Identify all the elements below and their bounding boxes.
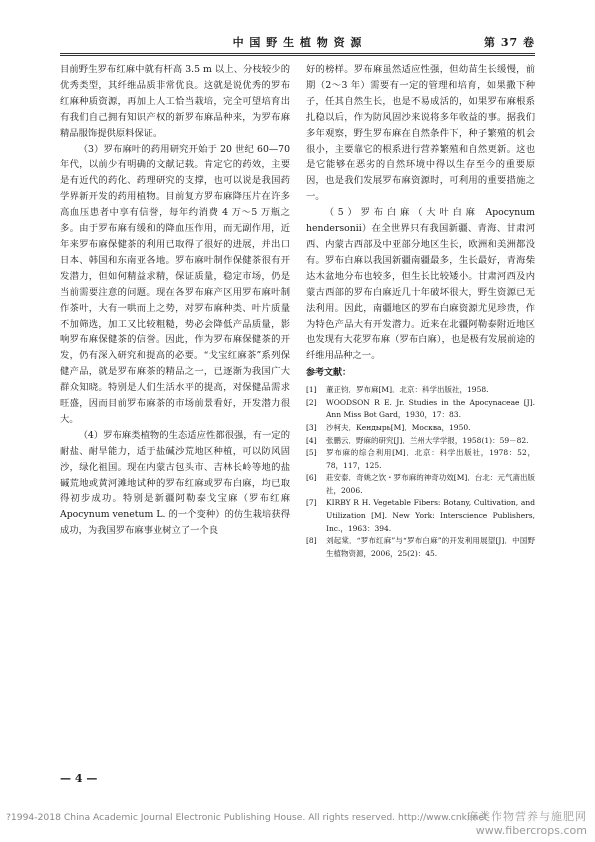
reference-text: KIRBY R H. Vegetable Fibers: Botany, Cultivation, and Utilization [M]. New York: Interscience Publishers, Inc.，1963：394. <box>326 498 535 533</box>
page-number: — 4 — <box>60 772 98 785</box>
reference-item <box>306 435 535 448</box>
reference-item <box>306 422 535 435</box>
reference-list <box>306 384 535 560</box>
site-watermark <box>467 808 587 837</box>
header-rule-top <box>60 53 535 54</box>
reference-item <box>306 497 535 535</box>
journal-title: 中 国 野 生 植 物 资 源 <box>232 36 363 49</box>
reference-number: [2] <box>306 397 317 407</box>
reference-item <box>306 472 535 497</box>
reference-text: WOODSON R E. Jr. Studies in the Apocynaceae [J]. Ann Miss Bot Gard，1930，17：83. <box>326 397 535 420</box>
header-rule-bottom <box>60 55 535 56</box>
right-column <box>306 62 535 560</box>
right-paragraph-1: 好的榜样。罗布麻虽然适应性强，但幼苗生长缓慢，前期（2～3 年）需要有一定的管理和培育，如果撒下种子，任其自然生长，也是不易成活的，如果罗布麻根系扎稳以后，作为防风固沙来说将多年收益的事。据我们多年观察，野生罗布麻在自然条件下，种子繁殖的机会很小，主要靠它的根系进行营养繁殖和自然更新。这也是它能够在恶劣的自然环境中得以生存至今的重要原因，也是我们发展罗布麻资源时，可利用的重要措施之一。 <box>306 64 535 203</box>
reference-text: 罗布麻的综合利用[M]．北京：科学出版社，1978：52，78，117，125. <box>326 448 535 470</box>
reference-number: [4] <box>306 435 317 445</box>
reference-item <box>306 397 535 422</box>
reference-text: 沙柯夫．Кендырь[M]．Москва，1950. <box>326 422 471 432</box>
reference-item <box>306 447 535 472</box>
reference-number: [6] <box>306 473 317 483</box>
copyright-footer: ?1994-2018 China Academic Journal Electronic Publishing House. All rights reserved. http://www.cnki.net <box>6 812 488 823</box>
reference-item <box>306 535 535 560</box>
left-paragraph-3: （4）罗布麻类植物的生态适应性都很强，有一定的耐盐、耐旱能力，适于盐碱沙荒地区种植，可以防风固沙，绿化祖国。现在内蒙古包头市、吉林长岭等地的盐碱荒地或黄河滩地试种的罗布红麻或罗布白麻，均已取得初步成功。特别是新疆阿勒泰戈宝麻（罗布红麻 Apocynum venetum L. 的一个变种）的仿生栽培获得成功，为我国罗布麻事业树立了一个良 <box>60 429 290 537</box>
reference-text: 董正钧．罗布麻[M]．北京：科学出版社，1958. <box>326 385 489 395</box>
watermark-url: www.fibercrops.com <box>475 824 587 837</box>
reference-item <box>306 384 535 397</box>
reference-text: 刘起棠．“罗布红麻”与“罗布白麻”的开发利用展望[J]．中国野生植物资源，2006，25(2)：45. <box>326 536 535 558</box>
watermark-site-name: 麻类作物营养与施肥网 <box>467 810 587 823</box>
reference-text: 莊安泰．奇姚之饮・罗布麻的神奇功效[M]．台北：元气斋出版社，2006. <box>326 473 535 495</box>
left-paragraph-1: 目前野生罗布红麻中就有杆高 3.5 m 以上、分枝较少的优秀类型，其纤维品质非常优良。这就是说优秀的罗布红麻种质资源，再加上人工恰当栽培，完全可望培育出有我们自己拥有知识产权的新罗布麻品种来，为罗布麻精品服饰提供原料保证。 <box>60 64 290 139</box>
reference-number: [8] <box>306 536 317 546</box>
references-heading: 参考文献： <box>306 368 352 379</box>
left-column <box>60 62 290 539</box>
reference-text: 张鹏云．野麻的研究[J]．兰州大学学报，1958(1)：59－82. <box>326 435 529 445</box>
reference-number: [5] <box>306 448 317 458</box>
running-header <box>60 34 535 50</box>
left-paragraph-2: （3）罗布麻叶的药用研究开始于 20 世纪 60—70 年代，以前少有明确的文献记载。肯定它的药效，主要是有近代的药化、药理研究的支撑，也可以说是我国药学界新开发的药用植物。目前复方罗布麻降压片在许多高血压患者中享有信誉，每年约消费 4 万～5 万瓶之多。由于罗布麻有缓和的降血压作用，而无副作用，近年来罗布麻保健茶的利用已取得了很好的进展，并出口日本、韩国和东南亚各地。罗布麻叶制作保健茶很有开发潜力，但如何精益求精，保证质量，稳定市场，仍是当前需要注意的问题。现在各罗布麻产区用罗布麻叶制作茶叶，大有一哄而上之势，对罗布麻种类、叶片质量不加筛选，加工又比较粗糙，势必会降低产品质量，影响罗布麻保健茶的信誉。因此，作为罗布麻保健茶的开发，仍有深入研究和提高的必要。“戈宝红麻茶”系列保健产品，就是罗布麻茶的精品之一，已逐渐为我国广大群众知晓。特别是人们生活水平的提高，对保健品需求旺盛，因而目前罗布麻茶的市场前景看好，开发潜力很大。 <box>60 143 290 425</box>
reference-number: [1] <box>306 385 317 395</box>
reference-number: [3] <box>306 422 317 432</box>
right-paragraph-2: （5）罗布白麻（大叶白麻 Apocynum hendersonii）在全世界只有我国新疆、青海、甘肃河西、内蒙古西部及中亚部分地区生长，欧洲和美洲都没有。罗布白麻以我国新疆南疆最多，生长最好，青海柴达木盆地分布也较多，但生长比较矮小。甘肃河西及内蒙古西部的罗布白麻近几十年破坏很大，野生资源已无法利用。因此，南疆地区的罗布白麻资源尤见珍贵，作为特色产品大有开发潜力。近来在北疆阿勒泰附近地区也发现有大花罗布麻（罗布白麻），也是极有发展前途的纤维用品种之一。 <box>306 207 535 362</box>
volume-number: 第 37 卷 <box>484 36 535 49</box>
reference-number: [7] <box>306 498 317 508</box>
